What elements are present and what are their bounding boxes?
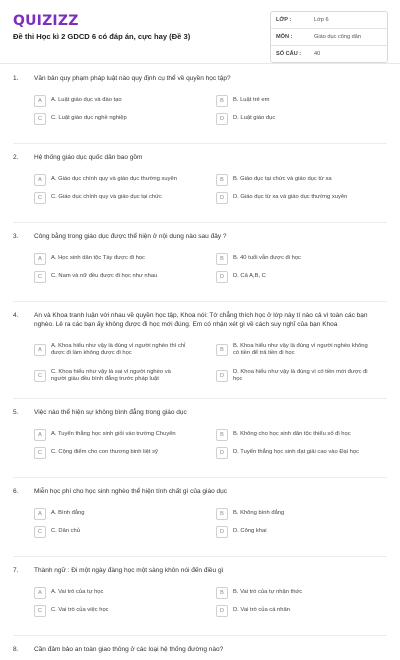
option-letter-d: D — [216, 447, 228, 459]
option-b[interactable] — [216, 250, 396, 268]
question-divider — [13, 143, 387, 144]
meta-row-count — [271, 46, 387, 62]
option-letter-c: C — [34, 447, 46, 459]
option-d[interactable] — [216, 523, 396, 541]
option-letter-a: A — [34, 587, 46, 599]
option-letter-c: C — [34, 271, 46, 283]
option-text-line: được đi làm không được đi học — [51, 350, 132, 356]
document-title: Đề thi Học kì 2 GDCD 6 có đáp án, cực hay (Đề 3) — [13, 32, 191, 41]
option-d[interactable] — [216, 268, 396, 286]
option-b[interactable] — [216, 171, 396, 189]
option-letter-b: B — [216, 508, 228, 520]
option-d[interactable] — [216, 444, 396, 462]
question-number: 3. — [13, 233, 19, 240]
question-number: 1. — [13, 75, 19, 82]
question-text: Miễn học phí cho học sinh nghèo thể hiện tính chất gì của giáo dục — [34, 488, 227, 495]
option-text: A. Học sinh dân tộc Tày được đi học — [51, 255, 145, 262]
option-letter-a: A — [34, 253, 46, 265]
option-text-line: C. Khoa hiểu như vậy là sai vì người nghèo và — [51, 368, 171, 375]
option-letter-b: B — [216, 174, 228, 186]
question-text-line: nghèo. Lê ra các bạn ấy không được đi học mới đúng. Em có nhận xét gì về cách suy nghĩ của bạn Khoa — [34, 320, 338, 328]
option-c[interactable] — [34, 602, 214, 620]
meta-key: MÔN : — [276, 34, 293, 40]
meta-value: Giáo dục công dân — [314, 34, 361, 40]
option-text: A. Bình đẳng — [51, 510, 85, 517]
question-text: Cần đảm bảo an toàn giao thông ở các loại hệ thống đường nào? — [34, 646, 224, 653]
question-number: 4. — [13, 312, 19, 319]
option-text — [51, 369, 171, 384]
option-letter-b: B — [216, 344, 228, 356]
option-text-line: A. Khoa hiểu như vậy là đúng vì người nghèo thì chỉ — [51, 342, 186, 349]
header-divider — [0, 63, 400, 64]
option-letter-c: C — [34, 526, 46, 538]
option-text: C. Luật giáo dục nghề nghiệp — [51, 115, 127, 122]
question-number: 2. — [13, 154, 19, 161]
option-text: B. Không cho học sinh dân tộc thiểu số đi học — [233, 431, 351, 438]
option-text-line: học — [233, 376, 243, 382]
meta-value: 40 — [314, 51, 321, 57]
question-text-line: An và Khoa tranh luận với nhau về quyền học tập, Khoa nói: Tớ chẳng thích học ở lớp này tí nào cả vì toàn các bạn — [34, 312, 368, 319]
question-divider — [13, 301, 387, 302]
option-b[interactable] — [216, 426, 396, 444]
option-letter-b: B — [216, 253, 228, 265]
option-letter-d: D — [216, 271, 228, 283]
option-text-line: B. Khoa hiểu như vậy là đúng vì người nghèo không — [233, 342, 368, 349]
meta-key: LỚP : — [276, 17, 292, 23]
option-text: D. Tuyển thẳng học sinh đạt giải cao vào Đại học — [233, 449, 360, 456]
option-a[interactable] — [34, 584, 214, 602]
option-letter-d: D — [216, 370, 228, 382]
option-text: C. Dân chủ — [51, 528, 80, 535]
question-divider — [13, 635, 387, 636]
option-text: C. Vai trò của việc học — [51, 607, 109, 614]
meta-row-class — [271, 12, 387, 29]
option-text: D. Vai trò của cá nhân — [233, 607, 290, 614]
option-text: D. Công khai — [233, 528, 267, 535]
meta-row-subject — [271, 29, 387, 46]
question-text: Việc nào thể hiện sự không bình đẳng trong giáo dục — [34, 409, 187, 416]
option-text: A. Tuyển thẳng học sinh giỏi vào trường Chuyên — [51, 431, 176, 438]
question-4 — [0, 312, 400, 399]
option-a[interactable] — [34, 426, 214, 444]
option-letter-c: C — [34, 192, 46, 204]
option-text — [233, 369, 368, 384]
option-d[interactable] — [216, 363, 396, 389]
question-text — [34, 312, 367, 329]
option-b[interactable] — [216, 92, 396, 110]
option-letter-a: A — [34, 95, 46, 107]
option-text: C. Giáo dục chính quy và giáo dục tại chức — [51, 194, 162, 201]
option-letter-b: B — [216, 587, 228, 599]
option-d[interactable] — [216, 189, 396, 207]
option-text: D. Luật giáo dục — [233, 115, 276, 122]
question-number: 6. — [13, 488, 19, 495]
option-a[interactable] — [34, 171, 214, 189]
question-6 — [0, 488, 400, 557]
question-divider — [13, 556, 387, 557]
option-letter-c: C — [34, 113, 46, 125]
question-text: Văn bản quy phạm pháp luật nào quy định cụ thể về quyền học tập? — [34, 75, 231, 82]
question-2 — [0, 154, 400, 223]
question-list — [0, 75, 400, 660]
option-letter-a: A — [34, 174, 46, 186]
option-a[interactable] — [34, 505, 214, 523]
option-a[interactable] — [34, 92, 214, 110]
option-letter-d: D — [216, 113, 228, 125]
question-number: 8. — [13, 646, 19, 653]
option-text — [233, 343, 368, 358]
question-8 — [0, 646, 400, 660]
option-text: B. Giáo dục tại chức và giáo dục từ xa — [233, 176, 332, 183]
option-text: C. Nam và nữ đều được đi học như nhau — [51, 273, 158, 280]
option-letter-c: C — [34, 370, 46, 382]
option-text: A. Vai trò của tự học — [51, 589, 104, 596]
option-c[interactable] — [34, 110, 214, 128]
question-number: 7. — [13, 567, 19, 574]
meta-value: Lớp 6 — [314, 17, 329, 23]
option-letter-a: A — [34, 429, 46, 441]
question-divider — [13, 222, 387, 223]
question-divider — [13, 477, 387, 478]
quizizz-logo: QUIZIZZ — [13, 13, 79, 29]
option-c[interactable] — [34, 363, 214, 389]
option-letter-a: A — [34, 344, 46, 356]
option-letter-c: C — [34, 605, 46, 617]
option-letter-b: B — [216, 429, 228, 441]
option-text-line: người giàu đều bình đẳng trước pháp luật — [51, 376, 159, 382]
question-text: Hệ thống giáo dục quốc dân bao gồm — [34, 154, 143, 161]
option-c[interactable] — [34, 523, 214, 541]
option-d[interactable] — [216, 602, 396, 620]
question-1 — [0, 75, 400, 144]
option-a[interactable] — [34, 250, 214, 268]
option-letter-b: B — [216, 95, 228, 107]
option-text: B. Không bình đẳng — [233, 510, 285, 517]
meta-key: SỐ CÂU : — [276, 51, 302, 57]
option-a[interactable] — [34, 337, 214, 363]
option-c[interactable] — [34, 268, 214, 286]
meta-table — [270, 11, 388, 63]
option-c[interactable] — [34, 444, 214, 462]
option-c[interactable] — [34, 189, 214, 207]
option-letter-d: D — [216, 526, 228, 538]
question-7 — [0, 567, 400, 636]
option-b[interactable] — [216, 505, 396, 523]
option-text-line: có tiền để trả tiền đi học — [233, 350, 295, 356]
option-text: D. Giáo dục từ xa và giáo dục thường xuyên — [233, 194, 348, 201]
option-text-line: D. Khoa hiểu như vậy là đúng vì có tiền mới được đi — [233, 368, 368, 375]
question-divider — [13, 398, 387, 399]
option-text — [51, 343, 185, 358]
option-b[interactable] — [216, 584, 396, 602]
option-d[interactable] — [216, 110, 396, 128]
option-letter-a: A — [34, 508, 46, 520]
option-b[interactable] — [216, 337, 396, 363]
question-text: Công bằng trong giáo dục được thể hiện ở nội dung nào sau đây ? — [34, 233, 227, 240]
question-3 — [0, 233, 400, 302]
option-text: A. Luật giáo dục và đào tạo — [51, 97, 122, 104]
question-5 — [0, 409, 400, 478]
option-text: B. Luật trẻ em — [233, 97, 270, 104]
option-text: C. Cộng điểm cho con thương binh liệt sỹ — [51, 449, 158, 456]
option-letter-d: D — [216, 605, 228, 617]
option-text: D. Cả A,B, C — [233, 273, 266, 280]
question-text: Thành ngữ : Đi một ngày đàng học một sàng khôn nói đến điều gì — [34, 567, 224, 574]
option-letter-d: D — [216, 192, 228, 204]
option-text: A. Giáo dục chính quy và giáo dục thường xuyên — [51, 176, 177, 183]
question-number: 5. — [13, 409, 19, 416]
option-text: B. 40 tuổi vẫn được đi học — [233, 255, 301, 262]
option-text: B. Vai trò của tự nhận thức — [233, 589, 303, 596]
